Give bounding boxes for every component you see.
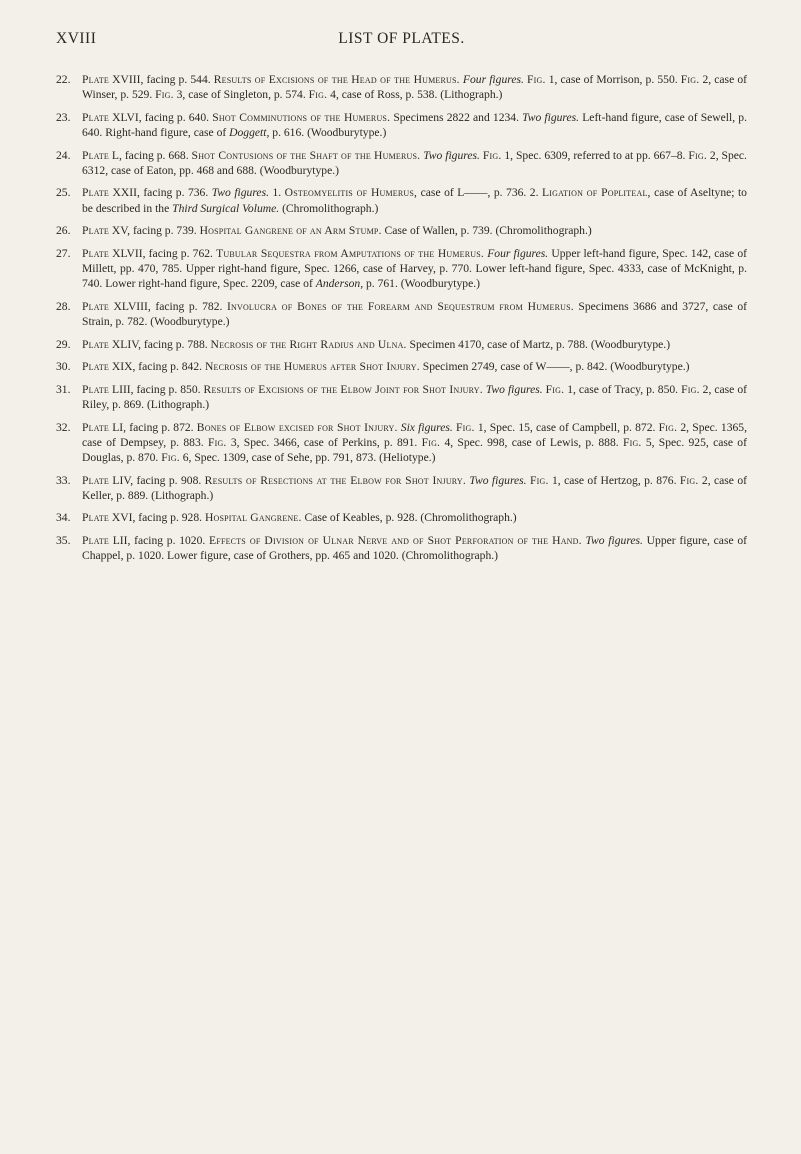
small-caps-text: Fig. [456, 420, 475, 434]
entry-text: XLIV, facing p. 788. [109, 337, 211, 351]
small-caps-text: Shot Comminutions of the Humerus. [212, 110, 391, 124]
page-header [56, 30, 747, 52]
italic-text: Third Surgical Volume. [172, 201, 280, 215]
entry-number: 29. [56, 337, 71, 351]
italic-text: Two figures. [522, 110, 580, 124]
entry-text: XXII, facing p. 736. [109, 186, 212, 200]
entry-text: XLVIII, facing p. 782. [109, 299, 227, 313]
entry-text: LIII, facing p. 850. [109, 382, 204, 396]
entry-text: Upper figure, case of Chappel, p. 1020. Lower figure, case of Grothers, pp. 465 and 1020. (Chromolithograph.) [82, 533, 747, 563]
entry-text: 3, Spec. 3466, case of Perkins, p. 891. [226, 435, 422, 449]
entry-text: Case of Keables, p. 928. (Chromolithograph.) [301, 511, 517, 525]
italic-text: Two figures. [423, 148, 480, 162]
entry-text: XVIII, facing p. 544. [109, 73, 214, 86]
entry-text: Left-hand figure, case of Sewell, p. 640. Right-hand figure, case of [82, 110, 747, 139]
plate-entry [56, 382, 747, 412]
entry-text: LII, facing p. 1020. [109, 533, 210, 547]
entry-text: case of L——, p. 736. 2. [417, 186, 542, 200]
entry-text: Specimens 3686 and 3727, case of Strain, p. 782. (Woodburytype.) [82, 299, 747, 328]
entry-text: 1, case of Hertzog, p. 876. [548, 473, 680, 487]
plate-entry [56, 148, 747, 178]
plate-entry [56, 533, 747, 563]
small-caps-text: Plate [82, 73, 109, 86]
small-caps-text: Plate [82, 110, 109, 124]
plate-entry [56, 420, 747, 466]
entry-number: 23. [56, 110, 71, 124]
small-caps-text: Fig. [482, 148, 502, 162]
entry-text: 2, case of Keller, p. 889. (Lithograph.) [82, 473, 747, 502]
small-caps-text: Plate [82, 473, 109, 487]
italic-text: Two figures. [469, 473, 527, 487]
italic-text: Four figures. [462, 73, 524, 86]
plate-entry [56, 185, 747, 215]
entry-text: Case of Wallen, p. 739. (Chromolithograph.) [381, 224, 592, 238]
small-caps-text: Plate [82, 299, 109, 313]
small-caps-text: Osteomyelitis of Humerus, [284, 186, 418, 200]
plate-entry [56, 337, 747, 352]
entry-text: case of Aseltyne; to be described in the [82, 186, 747, 215]
small-caps-text: Hospital Gangrene. [204, 511, 302, 525]
entry-text: XV, facing p. 739. [109, 224, 200, 238]
small-caps-text: Fig. [688, 148, 707, 162]
entry-number: 26. [56, 224, 71, 238]
entry-text: 4, case of Ross, p. 538. (Lithograph.) [327, 88, 503, 102]
small-caps-text: Fig. [308, 88, 328, 102]
entry-number: 24. [56, 148, 71, 162]
italic-text: Four figures. [487, 246, 549, 260]
entry-number: 27. [56, 246, 71, 260]
small-caps-text: Fig. [545, 382, 565, 396]
entry-text: LI, facing p. 872. [109, 420, 197, 434]
small-caps-text: Fig. [155, 88, 174, 102]
entry-text: 3, case of Singleton, p. 574. [173, 88, 309, 102]
small-caps-text: Plate [82, 186, 109, 200]
small-caps-text: Shot Contusions of the Shaft of the Humerus. [191, 148, 421, 162]
small-caps-text: Plate [82, 360, 109, 374]
entry-text: Upper left-hand figure, Spec. 142, case of Millett, pp. 470, 785. Upper right-hand figure, Spec. 1266, case of Harvey, p. 770. Lower left-hand figure, Spec. 4333, case of McKnight, p. 740. Lower right-hand figure, Spec. 2209, case of [82, 246, 747, 291]
entry-text: 2, case of Winser, p. 529. [82, 73, 747, 102]
entry-text: 5, Spec. 925, case of Douglas, p. 870. [82, 435, 747, 464]
small-caps-text: Plate [82, 511, 109, 525]
small-caps-text: Plate [82, 382, 109, 396]
entry-number: 30. [56, 360, 71, 374]
entry-text: 2, Spec. 1365, case of Dempsey, p. 883. [82, 420, 747, 449]
plate-entry [56, 72, 747, 102]
small-caps-text: Fig. [680, 73, 700, 86]
italic-text: Six figures. [400, 420, 453, 434]
small-caps-text: Fig. [527, 73, 546, 86]
entry-text: Specimen 4170, case of Martz, p. 788. (Woodburytype.) [406, 337, 671, 351]
italic-text: Doggett, [229, 126, 270, 139]
plate-entry [56, 246, 747, 292]
entry-text: XVI, facing p. 928. [109, 511, 205, 525]
small-caps-text: Plate [82, 337, 109, 351]
entry-number: 25. [56, 186, 71, 200]
small-caps-text: Tubular Sequestra from Amputations of the Humerus. [216, 246, 485, 260]
entry-text: Specimens 2822 and 1234. [390, 110, 523, 124]
entry-text: L, facing p. 668. [109, 148, 192, 162]
plate-entry [56, 510, 747, 525]
entry-text: XLVII, facing p. 762. [109, 246, 217, 260]
small-caps-text: Plate [82, 224, 109, 238]
small-caps-text: Plate [82, 420, 109, 434]
entry-number: 35. [56, 533, 71, 547]
small-caps-text: Fig. [207, 435, 227, 449]
entry-text: XIX, facing p. 842. [109, 360, 205, 374]
plate-entry [56, 473, 747, 503]
entry-number: 32. [56, 420, 71, 434]
small-caps-text: Necrosis of the Right Radius and Ulna. [210, 337, 407, 351]
entry-text: 6, Spec. 1309, case of Sehe, pp. 791, 873. (Heliotype.) [179, 450, 436, 464]
small-caps-text: Fig. [679, 473, 699, 487]
entry-number: 34. [56, 511, 71, 525]
entry-text: 1, case of Morrison, p. 550. [545, 73, 681, 86]
small-caps-text: Fig. [622, 435, 642, 449]
small-caps-text: Necrosis of the Humerus after Shot Injury. [204, 360, 420, 374]
plate-list [56, 72, 747, 571]
italic-text: Anderson, [315, 277, 364, 291]
entry-text: p. 761. (Woodburytype.) [363, 277, 481, 291]
entry-number: 33. [56, 473, 71, 487]
plate-entry [56, 299, 747, 329]
entry-text: 1. [269, 186, 285, 200]
entry-text: 1, Spec. 15, case of Campbell, p. 872. [474, 420, 659, 434]
small-caps-text: Fig. [161, 450, 180, 464]
page-number-roman: XVIII [56, 30, 97, 47]
small-caps-text: Results of Excisions of the Elbow Joint for Shot Injury. [203, 382, 483, 396]
small-caps-text: Plate [82, 533, 109, 547]
italic-text: Two figures. [585, 533, 643, 547]
small-caps-text: Hospital Gangrene of an Arm Stump. [199, 224, 382, 238]
entry-number: 31. [56, 382, 71, 396]
small-caps-text: Results of Resections at the Elbow for Shot Injury. [204, 473, 466, 487]
entry-text: 2, case of Riley, p. 869. (Lithograph.) [82, 382, 747, 411]
entry-number: 22. [56, 73, 71, 86]
small-caps-text: Involucra of Bones of the Forearm and Sequestrum from Humerus. [226, 299, 574, 313]
small-caps-text: Fig. [421, 435, 441, 449]
small-caps-text: Ligation of Popliteal, [541, 186, 651, 200]
italic-text: Two figures. [211, 186, 269, 200]
entry-text: 4, Spec. 998, case of Lewis, p. 888. [440, 435, 623, 449]
entry-text: p. 616. (Woodburytype.) [269, 126, 387, 139]
running-title: LIST OF PLATES. [338, 30, 465, 47]
italic-text: Two figures. [485, 382, 543, 396]
small-caps-text: Fig. [530, 473, 549, 487]
small-caps-text: Fig. [681, 382, 700, 396]
entry-text: (Chromolithograph.) [279, 201, 379, 215]
entry-text: XLVI, facing p. 640. [109, 110, 213, 124]
plate-entry [56, 223, 747, 238]
small-caps-text: Bones of Elbow excised for Shot Injury. [196, 420, 398, 434]
entry-text: Specimen 2749, case of W——, p. 842. (Woodburytype.) [419, 360, 690, 374]
entry-text: LIV, facing p. 908. [109, 473, 205, 487]
plate-entry [56, 359, 747, 374]
small-caps-text: Fig. [658, 420, 678, 434]
small-caps-text: Plate [82, 246, 109, 260]
entry-text: 1, Spec. 6309, referred to at pp. 667–8. [501, 148, 689, 162]
small-caps-text: Plate [82, 148, 109, 162]
entry-text: 1, case of Tracy, p. 850. [564, 382, 682, 396]
small-caps-text: Results of Excisions of the Head of the Humerus. [213, 73, 460, 86]
entry-text: 2, Spec. 6312, case of Eaton, pp. 468 and 688. (Woodburytype.) [82, 148, 747, 177]
small-caps-text: Effects of Division of Ulnar Nerve and of Shot Perforation of the Hand. [209, 533, 582, 547]
entry-number: 28. [56, 299, 71, 313]
plate-entry [56, 110, 747, 140]
